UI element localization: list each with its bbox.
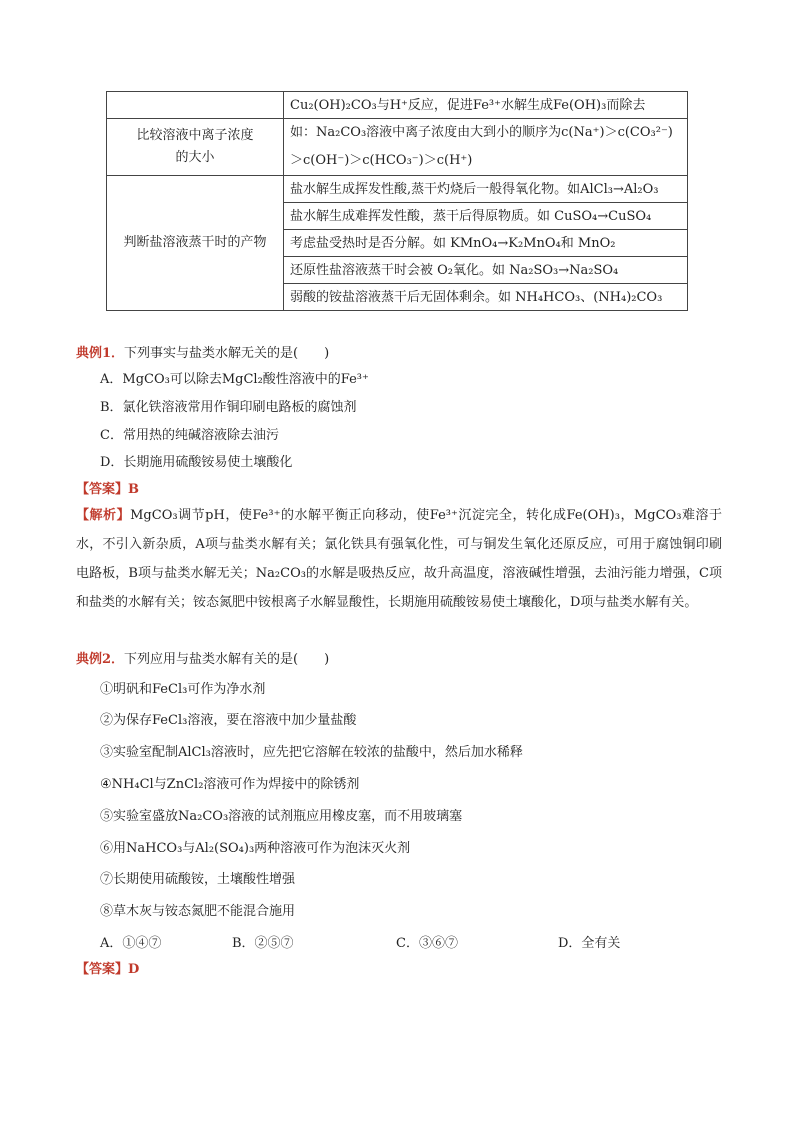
table-row xyxy=(107,92,688,119)
list-item: ④NH₄Cl与ZnCl₂溶液可作为焊接中的除锈剂 xyxy=(100,777,360,792)
table-cell: 考虑盐受热时是否分解。如 KMnO₄→K₂MnO₄和 MnO₂ xyxy=(284,230,688,257)
example-1-text: 下列事实与盐类水解无关的是( ) xyxy=(124,346,330,361)
example-2-label: 典例2． xyxy=(76,652,125,667)
list-item: ③实验室配制AlCl₃溶液时，应先把它溶解在较浓的盐酸中，然后加水稀释 xyxy=(100,745,523,760)
table-cell: 如：Na₂CO₃溶液中离子浓度由大到小的顺序为c(Na⁺)＞c(CO₃²⁻) ＞c(OH⁻)＞c(HCO₃⁻)＞c(H⁺) xyxy=(284,119,688,176)
example-1-answer xyxy=(76,480,716,500)
table-cell xyxy=(107,92,284,119)
table-cell: 弱酸的铵盐溶液蒸干后无固体剩余。如 NH₄HCO₃、(NH₄)₂CO₃ xyxy=(284,284,688,311)
analysis-text: MgCO₃调节pH，使Fe³⁺的水解平衡正向移动，使Fe³⁺沉淀完全，转化成Fe(OH)₃，MgCO₃难溶于水，不引入新杂质，A项与盐类水解有关；氯化铁具有强氧化性，可与铜发生氧化还原反应，可用于腐蚀铜印刷电路板，B项与盐类水解无关；Na₂CO₃的水解是吸热反应，故升高温度，溶液碱性增强，去油污能力增强，C项和盐类的水解有关；铵态氮肥中铵根离子水解显酸性，长期施用硫酸铵易使土壤酸化，D项与盐类水解有关。 xyxy=(76,508,722,610)
example-2-question xyxy=(76,650,716,670)
list-item: ⑦长期使用硫酸铵，土壤酸性增强 xyxy=(100,872,296,887)
row-heading-compare: 比较溶液中离子浓度 的大小 xyxy=(107,119,284,176)
example-1-option-c: C．常用热的纯碱溶液除去油污 xyxy=(100,428,279,443)
row-heading-products: 判断盐溶液蒸干时的产物 xyxy=(107,176,284,311)
table-cell: 盐水解生成挥发性酸,蒸干灼烧后一般得氧化物。如AlCl₃→Al₂O₃ xyxy=(284,176,688,203)
example-2-choice-b: B．②⑤⑦ xyxy=(232,936,294,951)
table-cell: Cu₂(OH)₂CO₃与H⁺反应，促进Fe³⁺水解生成Fe(OH)₃而除去 xyxy=(284,92,688,119)
answer-value: B xyxy=(128,482,140,497)
answer-value: D xyxy=(128,962,140,977)
example-2-text: 下列应用与盐类水解有关的是( ) xyxy=(124,652,330,667)
example-1-question xyxy=(76,344,716,364)
example-2-choice-c: C．③⑥⑦ xyxy=(396,936,458,951)
table-row xyxy=(107,119,688,176)
list-item: ⑧草木灰与铵态氮肥不能混合施用 xyxy=(100,904,296,919)
example-2-answer xyxy=(76,960,716,980)
example-1-option-d: D．长期施用硫酸铵易使土壤酸化 xyxy=(100,455,293,470)
table-cell: 还原性盐溶液蒸干时会被 O₂氧化。如 Na₂SO₃→Na₂SO₄ xyxy=(284,257,688,284)
example-1-option-a: A．MgCO₃可以除去MgCl₂酸性溶液中的Fe³⁺ xyxy=(100,372,369,387)
summary-table xyxy=(106,91,688,311)
list-item: ⑤实验室盛放Na₂CO₃溶液的试剂瓶应用橡皮塞，而不用玻璃塞 xyxy=(100,809,463,824)
answer-label: 【答案】 xyxy=(76,482,129,497)
answer-label: 【答案】 xyxy=(76,962,129,977)
example-1-option-b: B．氯化铁溶液常用作铜印刷电路板的腐蚀剂 xyxy=(100,400,357,415)
table-cell: 盐水解生成难挥发性酸，蒸干后得原物质。如 CuSO₄→CuSO₄ xyxy=(284,203,688,230)
example-1-analysis xyxy=(76,501,722,617)
list-item: ②为保存FeCl₃溶液，要在溶液中加少量盐酸 xyxy=(100,713,357,728)
analysis-label: 【解析】 xyxy=(76,508,131,523)
example-2-choice-a: A．①④⑦ xyxy=(100,936,162,951)
example-2-choice-d: D．全有关 xyxy=(558,936,621,951)
table-row xyxy=(107,176,688,203)
list-item: ①明矾和FeCl₃可作为净水剂 xyxy=(100,682,266,697)
example-1-label: 典例1． xyxy=(76,346,125,361)
list-item: ⑥用NaHCO₃与Al₂(SO₄)₃两种溶液可作为泡沫灭火剂 xyxy=(100,841,411,856)
